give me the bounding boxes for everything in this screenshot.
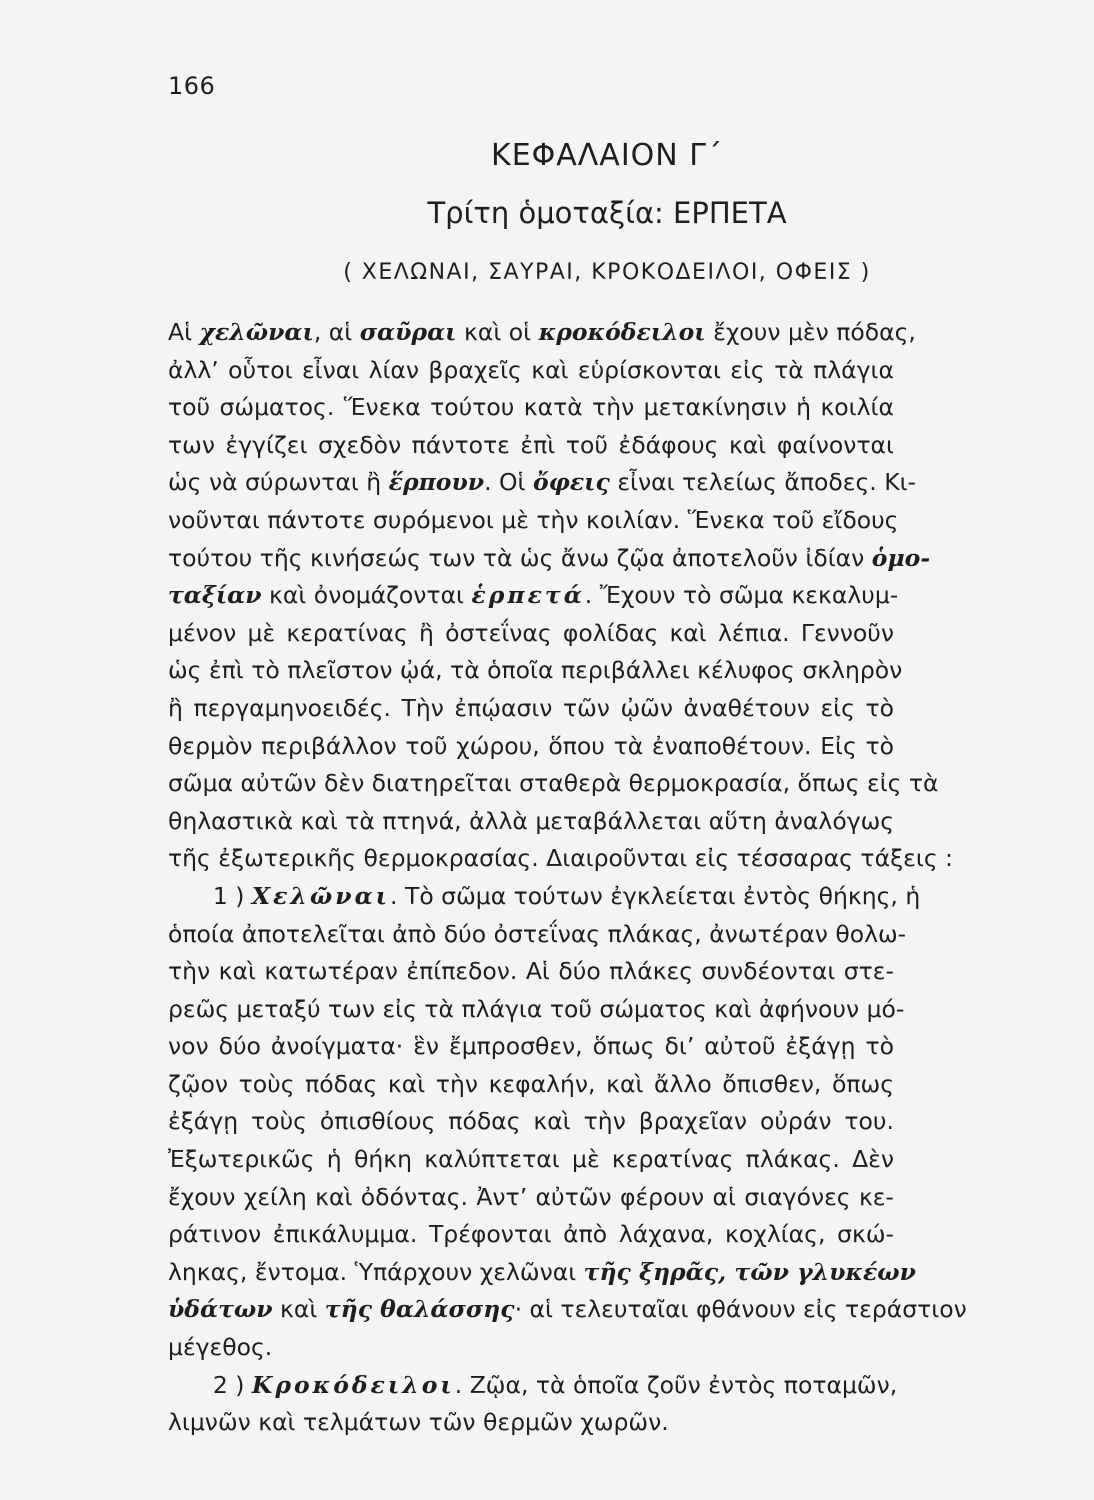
text-line <box>168 991 905 1029</box>
text-run: καὶ ὀνομάζονται <box>261 581 472 610</box>
text-run: ὁποία ἀποτελεῖται ἀπὸ δύο ὀστεΐνας πλάκας, ἀνωτέραν θολω- <box>168 919 907 948</box>
text-line <box>168 1141 894 1179</box>
text-line <box>168 1028 894 1066</box>
text-run: ρεῶς μεταξύ των εἰς τὰ πλάγια τοῦ σώματος καὶ ἀφήνουν μό- <box>168 994 905 1023</box>
text-run: . Τὸ σῶμα τούτων ἐγκλείεται ἐντὸς θήκης, ἡ <box>390 881 921 910</box>
text-run: . Οἱ <box>484 468 533 497</box>
emphasized-term: ὁμο- <box>871 543 931 572</box>
text-line <box>168 1291 967 1329</box>
text-run: εἶναι τελείως ἄποδες. Κι- <box>609 468 917 497</box>
text-run: Αἱ <box>168 318 200 346</box>
chapter-title: ΚΕΦΑΛΑΙΟΝ Γ΄ <box>491 138 723 173</box>
text-run: 1 ) <box>168 881 252 910</box>
text-run: , αἱ <box>313 318 360 346</box>
text-run: ἔχουν μὲν πόδας, <box>705 318 916 346</box>
text-run: 2 ) <box>168 1370 252 1399</box>
class-title: Τρίτη ὁμοταξία: ΕΡΠΕΤΑ <box>427 196 787 230</box>
text-run: τοῦ σώματος. Ἕνεκα τούτου κατὰ τὴν μετακίνησιν ἡ κοιλία <box>168 393 894 422</box>
emphasized-term: κροκόδειλοι <box>538 318 706 346</box>
text-run: ἐξάγῃ τοὺς ὀπισθίους πόδας καὶ τὴν βραχεῖαν οὐράν του. <box>168 1107 894 1136</box>
text-line <box>168 840 954 878</box>
text-line <box>168 953 894 991</box>
text-line <box>168 765 939 803</box>
emphasized-term: ὄφεις <box>532 468 610 497</box>
text-run: . Ἔχουν τὸ σῶμα κεκαλυμ- <box>584 581 899 610</box>
text-line <box>168 690 894 728</box>
text-run: ἢ περγαμηνοειδές. Τὴν ἐπῴασιν τῶν ᾠῶν ἀναθέτουν εἰς τὸ <box>168 693 894 722</box>
text-run: ὡς ἐπὶ τὸ πλεῖστον ᾠά, τὰ ὁποῖα περιβάλλει κέλυφος σκληρὸν <box>168 656 903 685</box>
text-line <box>168 1216 894 1254</box>
text-line <box>168 1329 894 1367</box>
text-run: λιμνῶν καὶ τελμάτων τῶν θερμῶν χωρῶν. <box>168 1408 669 1437</box>
text-line <box>168 389 894 427</box>
text-run: μένον μὲ κερατίνας ἢ ὀστεΐνας φολίδας καὶ λέπια. Γεννοῦν <box>168 618 894 647</box>
text-run: καὶ <box>272 1295 325 1324</box>
text-line <box>168 427 894 465</box>
text-line <box>168 1367 898 1405</box>
text-line <box>168 464 917 502</box>
text-run: ληκας, ἔντομα. Ὑπάρχουν χελῶναι <box>168 1257 584 1286</box>
text-run: . Ζῷα, τὰ ὁποῖα ζοῦν ἐντὸς ποταμῶν, <box>454 1370 898 1399</box>
page-number: 166 <box>168 72 216 100</box>
emphasized-term: ταξίαν <box>168 581 262 610</box>
emphasized-term: ὑδάτων <box>168 1295 273 1324</box>
spaced-term: ἑρπετά <box>471 581 585 610</box>
text-line <box>168 615 894 653</box>
spaced-term: Χελῶναι <box>251 881 391 910</box>
text-run: θηλαστικὰ καὶ τὰ πτηνά, ἀλλὰ μεταβάλλεται αὕτη ἀναλόγως <box>168 806 895 835</box>
text-run: σῶμα αὐτῶν δὲν διατηρεῖται σταθερὰ θερμοκρασία, ὅπως εἰς τὰ <box>168 769 939 798</box>
text-run: καὶ οἱ <box>456 318 539 346</box>
text-run: Ἐξωτερικῶς ἡ θήκη καλύπτεται μὲ κερατίνας πλάκας. Δὲν <box>168 1145 894 1174</box>
text-line <box>168 577 899 615</box>
text-line <box>168 314 916 352</box>
emphasized-term: ἕρπουν <box>388 468 485 497</box>
text-run: τῆς ἐξωτερικῆς θερμοκρασίας. Διαιροῦνται εἰς τέσσαρας τάξεις : <box>168 844 954 873</box>
text-line <box>168 652 903 690</box>
text-line <box>168 1254 916 1292</box>
text-line <box>168 502 899 540</box>
text-run: ζῷον τοὺς πόδας καὶ τὴν κεφαλήν, καὶ ἄλλο ὄπισθεν, ὅπως <box>168 1069 894 1098</box>
text-line <box>168 878 921 916</box>
emphasized-term: τῆς θαλάσσης <box>324 1295 515 1324</box>
emphasized-term: χελῶναι <box>199 318 314 346</box>
text-line <box>168 1066 894 1104</box>
text-run: ὡς νὰ σύρωνται ἢ <box>168 468 389 497</box>
text-run: τὴν καὶ κατωτέραν ἐπίπεδον. Αἱ δύο πλάκες συνδέονται στε- <box>168 957 894 986</box>
text-run: ἔχουν χείλη καὶ ὀδόντας. Ἀντ’ αὐτῶν φέρουν αἱ σιαγόνες κε- <box>168 1182 894 1211</box>
text-line <box>168 916 907 954</box>
text-line <box>168 1179 894 1217</box>
text-line <box>168 352 894 390</box>
text-run: μέγεθος. <box>168 1333 273 1362</box>
text-run: · αἱ τελευταῖαι φθάνουν εἰς τεράστιον <box>514 1295 967 1324</box>
text-run: νοῦνται πάντοτε συρόμενοι μὲ τὴν κοιλίαν. Ἕνεκα τοῦ εἴδους <box>168 505 899 534</box>
body-text <box>168 314 967 1442</box>
text-run: ράτινον ἐπικάλυμμα. Τρέφονται ἀπὸ λάχανα, κοχλίας, σκώ- <box>168 1220 894 1249</box>
text-line <box>168 728 894 766</box>
text-run: νον δύο ἀνοίγματα· ἓν ἔμπροσθεν, ὅπως δι’ αὐτοῦ ἐξάγῃ τὸ <box>168 1032 894 1061</box>
text-line <box>168 540 931 578</box>
text-line <box>168 1103 894 1141</box>
text-run: των ἐγγίζει σχεδὸν πάντοτε ἐπὶ τοῦ ἐδάφους καὶ φαίνονται <box>168 430 894 459</box>
text-run: τούτου τῆς κινήσεώς των τὰ ὡς ἄνω ζῷα ἀποτελοῦν ἰδίαν <box>168 543 872 572</box>
text-run: θερμὸν περιβάλλον τοῦ χώρου, ὅπου τὰ ἐναποθέτουν. Εἰς τὸ <box>168 731 894 760</box>
text-line <box>168 1404 894 1442</box>
chapter-subtitle: ( ΧΕΛΩΝΑΙ, ΣΑΥΡΑΙ, ΚΡΟΚΟΔΕΙΛΟΙ, ΟΦΕΙΣ ) <box>343 260 871 285</box>
emphasized-term: τῆς ξηρᾶς, τῶν γλυκέων <box>583 1257 916 1286</box>
text-run: ἀλλ’ οὗτοι εἶναι λίαν βραχεῖς καὶ εὑρίσκονται εἰς τὰ πλάγια <box>168 355 894 384</box>
text-line <box>168 803 894 841</box>
emphasized-term: σαῦραι <box>359 318 457 346</box>
spaced-term: Κροκόδειλοι <box>251 1370 455 1399</box>
